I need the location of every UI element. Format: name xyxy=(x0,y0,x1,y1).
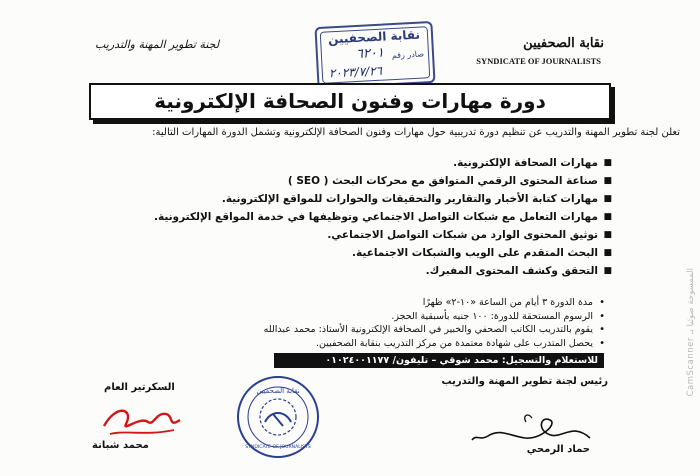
skill-item: ■ مهارات الصحافة الإلكترونية. xyxy=(92,154,612,172)
secretary-signature-icon xyxy=(96,396,186,442)
skill-item: ■ توثيق المحتوى الوارد من شبكات التواصل الاجتماعي. xyxy=(92,226,612,244)
skill-item: ■ التحقق وكشف المحتوى المفبرك. xyxy=(92,262,612,280)
intro-paragraph: تعلن لجنة تطوير المهنة والتدريب عن تنظيم دورة تدريبية حول مهارات وفنون الصحافة الإلكترونية وتشمل الدورة المهارات التالية: xyxy=(152,127,680,138)
skill-item: ■ البحث المتقدم على الويب والشبكات الاجتماعية. xyxy=(92,244,612,262)
course-info-list xyxy=(85,296,605,350)
syndicate-name-english: SYNDICATE OF JOURNALISTS xyxy=(476,56,601,66)
syndicate-seal-icon xyxy=(235,374,321,460)
scanner-watermark: CamScanner الممسوحة ضوئيا بـ xyxy=(686,268,696,397)
secretary-name: محمد شبانة xyxy=(92,440,149,451)
info-fees: • الرسوم المستحقة للدورة: ١٠٠ جنيه بأسبقية الحجز. xyxy=(85,310,605,324)
skill-item: ■ مهارات كتابة الأخبار والتقارير والتحقيقات والحوارات للمواقع الإلكترونية. xyxy=(92,190,612,208)
skill-item: ■ مهارات التعامل مع شبكات التواصل الاجتماعي وتوظيفها في خدمة المواقع الإلكترونية. xyxy=(92,208,612,226)
chair-title: رئيس لجنة تطوير المهنة والتدريب xyxy=(441,376,608,387)
info-certificate: • يحصل المتدرب على شهادة معتمدة من مركز التدريب بنقابة الصحفيين. xyxy=(85,337,605,351)
course-title: دورة مهارات وفنون الصحافة الإلكترونية xyxy=(154,89,546,113)
title-box xyxy=(89,83,611,120)
stamp-date: ٢٠٢٣/٧/٢٦ xyxy=(328,63,383,81)
committee-name: لجنة تطوير المهنة والتدريب xyxy=(95,38,220,51)
seal-text-arabic: نقابة الصحفيين xyxy=(256,387,300,395)
stamp-number: ٦٢٠١ xyxy=(355,45,385,62)
info-trainer: • يقوم بالتدريب الكاتب الصحفي والخبير في الصحافة الإلكترونية الأستاذ: محمد عبدالله xyxy=(85,323,605,337)
skill-item: ■ صناعة المحتوى الرقمي المتوافق مع محركات البحث ( SEO ) xyxy=(92,172,612,190)
secretary-title: السكرتير العام xyxy=(104,382,175,393)
stamp-label: صادر رقم xyxy=(391,49,425,61)
incoming-stamp xyxy=(314,21,435,89)
contact-bar: للاستعلام والتسجيل: محمد شوقي – تليفون/ ٠١٠٢٤٠٠١١٧٧ xyxy=(274,353,604,368)
chair-name: حماد الرمحي xyxy=(526,444,590,455)
syndicate-name-arabic: نقابة الصحفيين xyxy=(523,36,604,51)
seal-text-english: SYNDICATE OF JOURNALISTS xyxy=(245,445,311,450)
stamp-title: نقابة الصحفيين xyxy=(327,27,421,47)
info-duration: • مدة الدورة ٣ أيام من الساعة «١٠-٢» ظهرًا xyxy=(85,296,605,310)
skills-list xyxy=(92,154,612,280)
